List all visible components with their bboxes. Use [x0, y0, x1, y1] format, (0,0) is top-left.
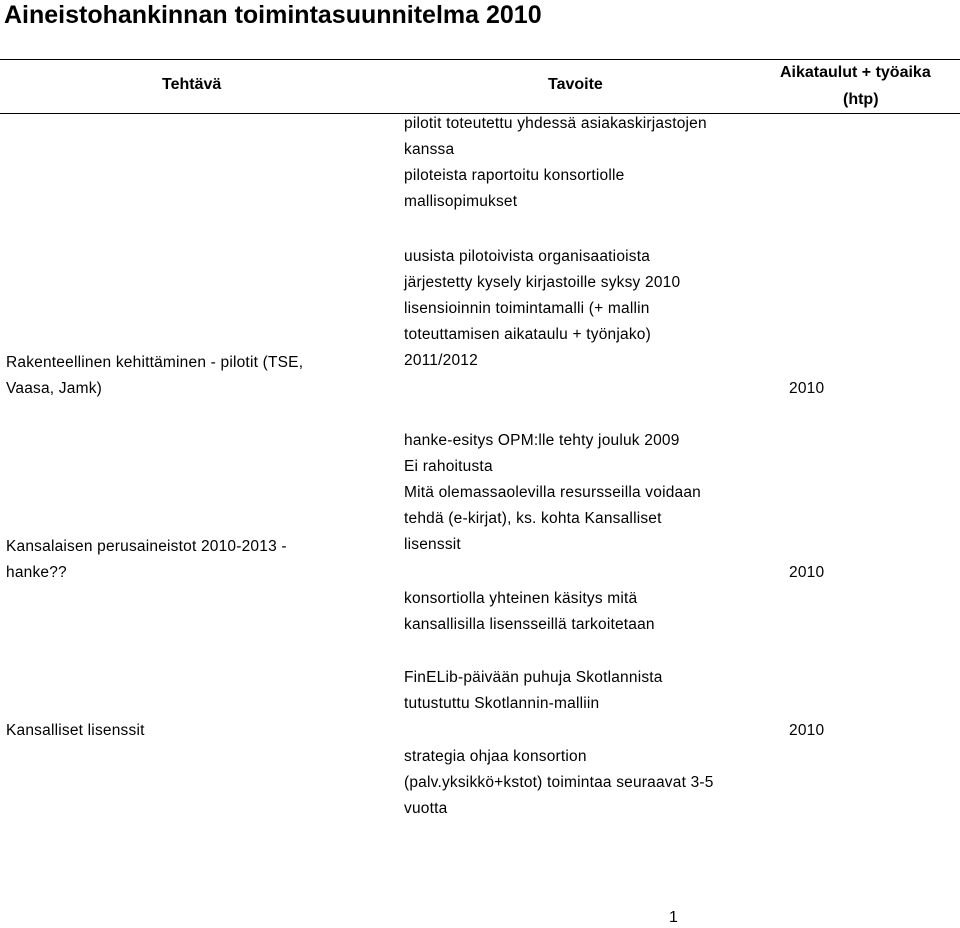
goal-line: uusista pilotoivista organisaatioista — [404, 248, 651, 265]
row1-goal — [404, 111, 707, 215]
row3-goal-a — [404, 428, 701, 558]
row3-schedule: 2010 — [789, 564, 825, 581]
task-line: Kansalliset lisenssit — [6, 722, 145, 739]
goal-line: Ei rahoitusta — [404, 458, 493, 475]
row2-task — [6, 350, 303, 402]
task-line: Rakenteellinen kehittäminen - pilotit (TSE, — [6, 354, 304, 371]
goal-line: (palv.yksikkö+kstot) toimintaa seuraavat 3-5 — [404, 774, 714, 791]
row4-task — [6, 718, 145, 744]
goal-line: tehdä (e-kirjat), ks. kohta Kansalliset — [404, 510, 662, 527]
goal-line: kansallisilla lisensseillä tarkoitetaan — [404, 616, 655, 633]
goal-line: toteuttamisen aikataulu + työnjako) — [404, 326, 651, 343]
row2-goal — [404, 244, 680, 374]
goal-line: konsortiolla yhteinen käsitys mitä — [404, 590, 638, 607]
header-top-rule — [0, 59, 960, 60]
row4-goal-a — [404, 665, 663, 717]
goal-line: hanke-esitys OPM:lle tehty jouluk 2009 — [404, 432, 680, 449]
goal-line: kanssa — [404, 141, 455, 158]
task-line: hanke?? — [6, 564, 67, 581]
column-header-schedule-line2: (htp) — [843, 91, 879, 108]
goal-line: pilotit toteutettu yhdessä asiakaskirjastojen — [404, 115, 707, 132]
page-number: 1 — [669, 909, 678, 926]
row4-goal-b — [404, 744, 714, 822]
goal-line: järjestetty kysely kirjastoille syksy 2010 — [404, 274, 681, 291]
column-header-goal: Tavoite — [548, 76, 603, 93]
row3-goal-b — [404, 586, 655, 638]
goal-line: FinELib-päivään puhuja Skotlannista — [404, 669, 663, 686]
goal-line: Mitä olemassaolevilla resursseilla voidaan — [404, 484, 702, 501]
goal-line: 2011/2012 — [404, 352, 478, 369]
goal-line: vuotta — [404, 800, 448, 817]
goal-line: mallisopimukset — [404, 193, 518, 210]
column-header-task: Tehtävä — [162, 76, 222, 93]
goal-line: strategia ohjaa konsortion — [404, 748, 587, 765]
page-title: Aineistohankinnan toimintasuunnitelma 2010 — [4, 1, 542, 29]
task-line: Vaasa, Jamk) — [6, 380, 103, 397]
goal-line: tutustuttu Skotlannin-malliin — [404, 695, 600, 712]
task-line: Kansalaisen perusaineistot 2010-2013 - — [6, 538, 287, 555]
row4-schedule: 2010 — [789, 722, 825, 739]
row3-task — [6, 534, 287, 586]
row2-schedule: 2010 — [789, 380, 825, 397]
goal-line: lisensioinnin toimintamalli (+ mallin — [404, 300, 650, 317]
goal-line: lisenssit — [404, 536, 461, 553]
goal-line: piloteista raportoitu konsortiolle — [404, 167, 625, 184]
column-header-schedule-line1: Aikataulut + työaika — [780, 64, 931, 81]
